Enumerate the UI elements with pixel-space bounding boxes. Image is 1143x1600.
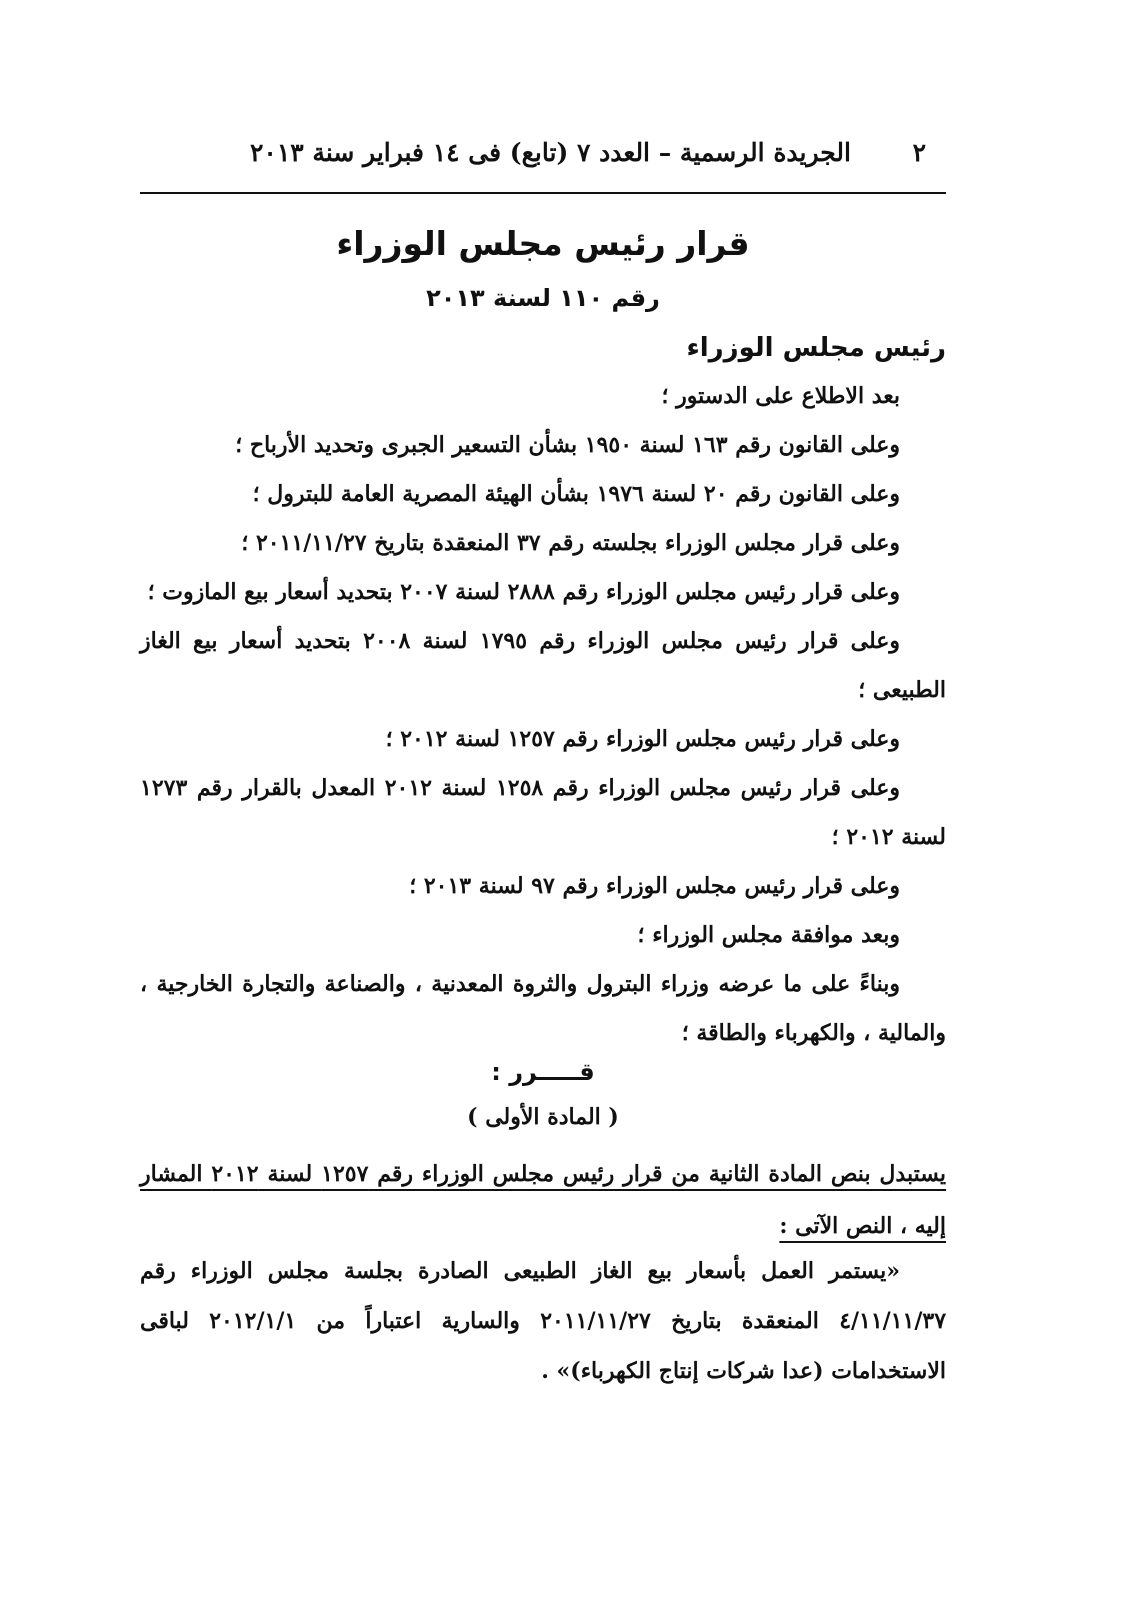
preamble-clause: وعلى قرار رئيس مجلس الوزراء رقم ١٢٥٨ لسنة ٢٠١٢ المعدل بالقرار رقم ١٢٧٣ لسنة ٢٠١٢ ؛ xyxy=(140,775,946,850)
preamble-clause: وعلى قرار رئيس مجلس الوزراء رقم ١٢٥٧ لسنة ٢٠١٢ ؛ xyxy=(385,726,900,752)
preamble-clause: وعلى قرار رئيس مجلس الوزراء رقم ٢٨٨٨ لسنة ٢٠٠٧ بتحديد أسعار بيع المازوت ؛ xyxy=(147,579,900,605)
decree-title: قرار رئيس مجلس الوزراء xyxy=(336,224,750,263)
page-header xyxy=(140,138,946,178)
decided-heading: قـــــرر : xyxy=(491,1058,595,1086)
preamble-clause: وبناءً على ما عرضه وزراء البترول والثروة المعدنية ، والصناعة والتجارة الخارجية ، والمالية ، والكهرباء والطاقة ؛ xyxy=(140,971,946,1046)
decree-issuer: رئيس مجلس الوزراء xyxy=(686,333,946,363)
preamble-clause: وعلى القانون رقم ٢٠ لسنة ١٩٧٦ بشأن الهيئة المصرية العامة للبترول ؛ xyxy=(252,481,900,507)
preamble-clause: وعلى قرار رئيس مجلس الوزراء رقم ٩٧ لسنة ٢٠١٣ ؛ xyxy=(409,873,900,899)
publication-title: الجريدة الرسمية – العدد ٧ (تابع) فى ١٤ فبراير سنة ٢٠١٣ xyxy=(250,138,851,167)
article-heading: ( المادة الأولى ) xyxy=(467,1104,619,1130)
gazette-page xyxy=(140,0,946,1600)
preamble-clause: وعلى قرار رئيس مجلس الوزراء رقم ١٧٩٥ لسنة ٢٠٠٨ بتحديد أسعار بيع الغاز الطبيعى ؛ xyxy=(140,628,946,703)
preamble-clause: بعد الاطلاع على الدستور ؛ xyxy=(661,383,900,409)
article-quoted-text xyxy=(140,1246,946,1396)
preamble-clause: وعلى قرار مجلس الوزراء بجلسته رقم ٣٧ المنعقدة بتاريخ ٢٠١١/١١/٢٧ ؛ xyxy=(241,530,900,556)
preamble-clause: وبعد موافقة مجلس الوزراء ؛ xyxy=(637,922,900,948)
article-replacement-text: يستبدل بنص المادة الثانية من قرار رئيس مجلس الوزراء رقم ١٢٥٧ لسنة ٢٠١٢ المشار إليه ، النص الآتى : xyxy=(140,1161,946,1239)
preamble-clause: وعلى القانون رقم ١٦٣ لسنة ١٩٥٠ بشأن التسعير الجبرى وتحديد الأرباح ؛ xyxy=(235,432,900,458)
article-text xyxy=(140,1148,946,1252)
page-number: ٢ xyxy=(912,138,926,167)
header-divider xyxy=(140,192,946,194)
quoted-provision: «يستمر العمل بأسعار بيع الغاز الطبيعى الصادرة بجلسة مجلس الوزراء رقم ٤/١١/١١/٣٧ المنعقدة بتاريخ ٢٠١١/١١/٢٧ والسارية اعتباراً من ٢٠١٢/١/١ لباقى الاستخدامات (عدا شركات إنتاج الكهرباء)» . xyxy=(140,1258,947,1384)
preamble xyxy=(140,372,946,1058)
decree-number: رقم ١١٠ لسنة ٢٠١٣ xyxy=(426,284,660,312)
